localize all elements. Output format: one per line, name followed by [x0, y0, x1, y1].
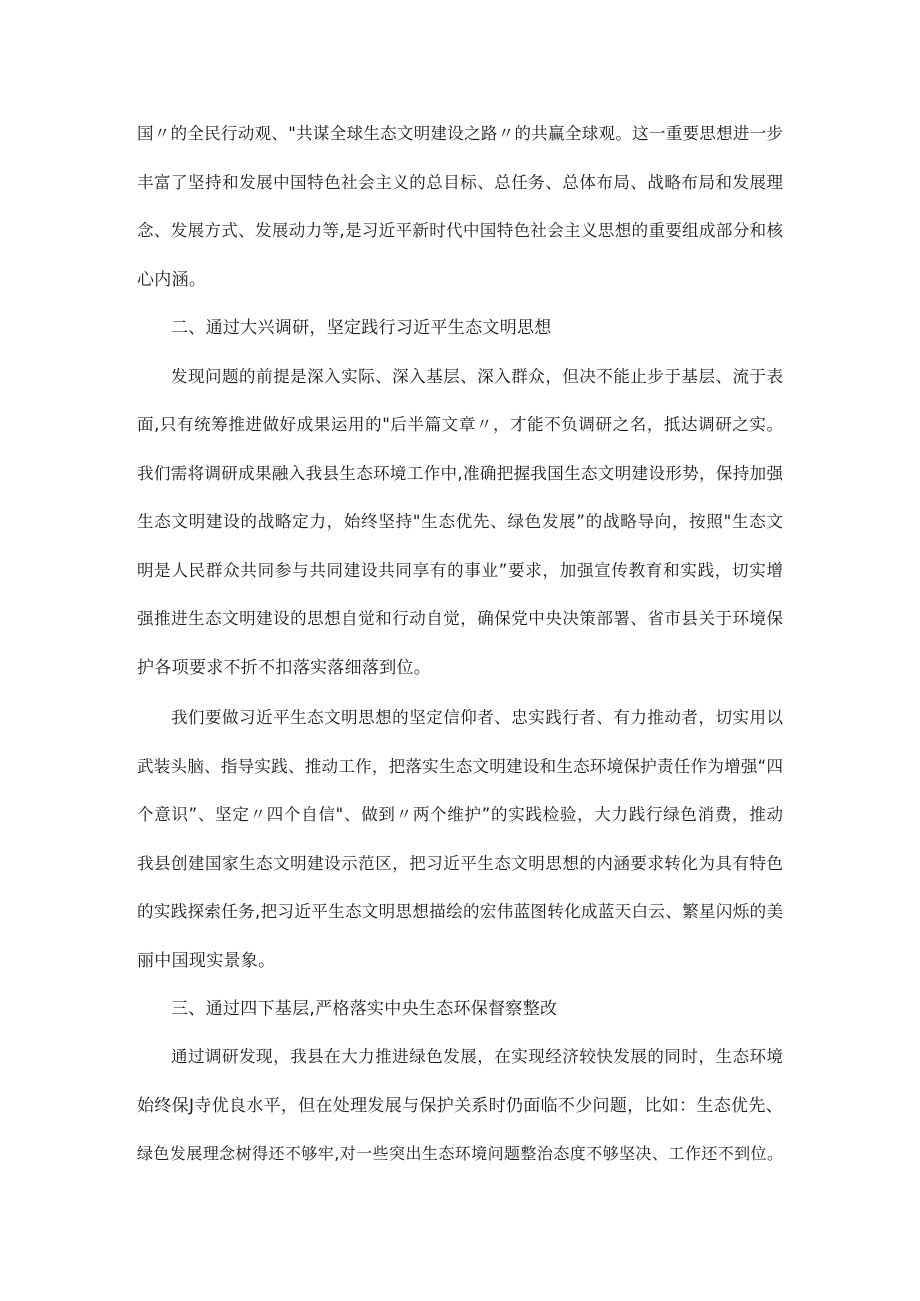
- paragraph-line: 的实践探索任务,把习近平生态文明思想描绘的宏伟蓝图转化成蓝天白云、繁星闪烁的美: [137, 902, 783, 921]
- paragraph-line: 绿色发展理念树得还不够牢,对一些突出生态环境问题整治态度不够坚决、工作还不到位。: [137, 1144, 783, 1163]
- section-heading-3: 三、通过四下基层,严格落实中央生态环保督察整改: [171, 999, 558, 1019]
- paragraph-line: 强推进生态文明建设的思想自觉和行动自觉，确保党中央决策部署、省市县关于环境保: [137, 609, 783, 628]
- paragraph-line: 明是人民群众共同参与共同建设共同享有的事业”要求，加强宣传教育和实践，切实增: [137, 561, 783, 580]
- paragraph-line: 始终保J寺优良水平，但在处理发展与保护关系时仍面临不少问题，比如：生态优先、: [137, 1096, 783, 1116]
- paragraph-line: 心内涵。: [137, 270, 207, 290]
- paragraph-line: 丰富了坚持和发展中国特色社会主义的总目标、总任务、总体布局、战略布局和发展理: [137, 173, 783, 192]
- paragraph-line: 丽中国现实景象。: [137, 951, 276, 971]
- paragraph-line: 面,只有统筹推进做好成果运用的"后半篇文章〃，才能不负调研之名，抵达调研之实。: [137, 415, 783, 434]
- paragraph-line: 念、发展方式、发展动力等,是习近平新时代中国特色社会主义思想的重要组成部分和核: [137, 221, 783, 240]
- section-heading-2: 二、通过大兴调研，坚定践行习近平生态文明思想: [171, 318, 552, 338]
- paragraph-line: 我县创建国家生态文明建设示范区，把习近平生态文明思想的内涵要求转化为具有特色: [137, 854, 783, 873]
- paragraph-line: 通过调研发现，我县在大力推进绿色发展，在实现经济较快发展的同时，生态环境: [171, 1047, 783, 1066]
- paragraph-line: 发现问题的前提是深入实际、深入基层、深入群众，但决不能止步于基层、流于表: [171, 367, 783, 386]
- paragraph-line: 个意识”、坚定〃四个自信"、做到〃两个维护”的实践检验，大力践行绿色消费，推动: [137, 805, 783, 824]
- paragraph-line: 我们要做习近平生态文明思想的坚定信仰者、忠实践行者、有力推动者，切实用以: [171, 708, 783, 727]
- paragraph-line: 生态文明建设的战略定力，始终坚持"生态优先、绿色发展”的战略导向，按照"生态文: [137, 512, 783, 531]
- paragraph-line: 护各项要求不折不扣落实落细落到位。: [137, 658, 432, 678]
- paragraph-line: 国〃的全民行动观、"共谋全球生态文明建设之路〃的共赢全球观。这一重要思想进一步: [137, 124, 783, 143]
- paragraph-line: 武装头脑、指导实践、推动工作，把落实生态文明建设和生态环境保护责任作为增强“四: [137, 757, 783, 776]
- paragraph-line: 我们需将调研成果融入我县生态环境工作中,准确把握我国生态文明建设形势，保持加强: [137, 464, 783, 483]
